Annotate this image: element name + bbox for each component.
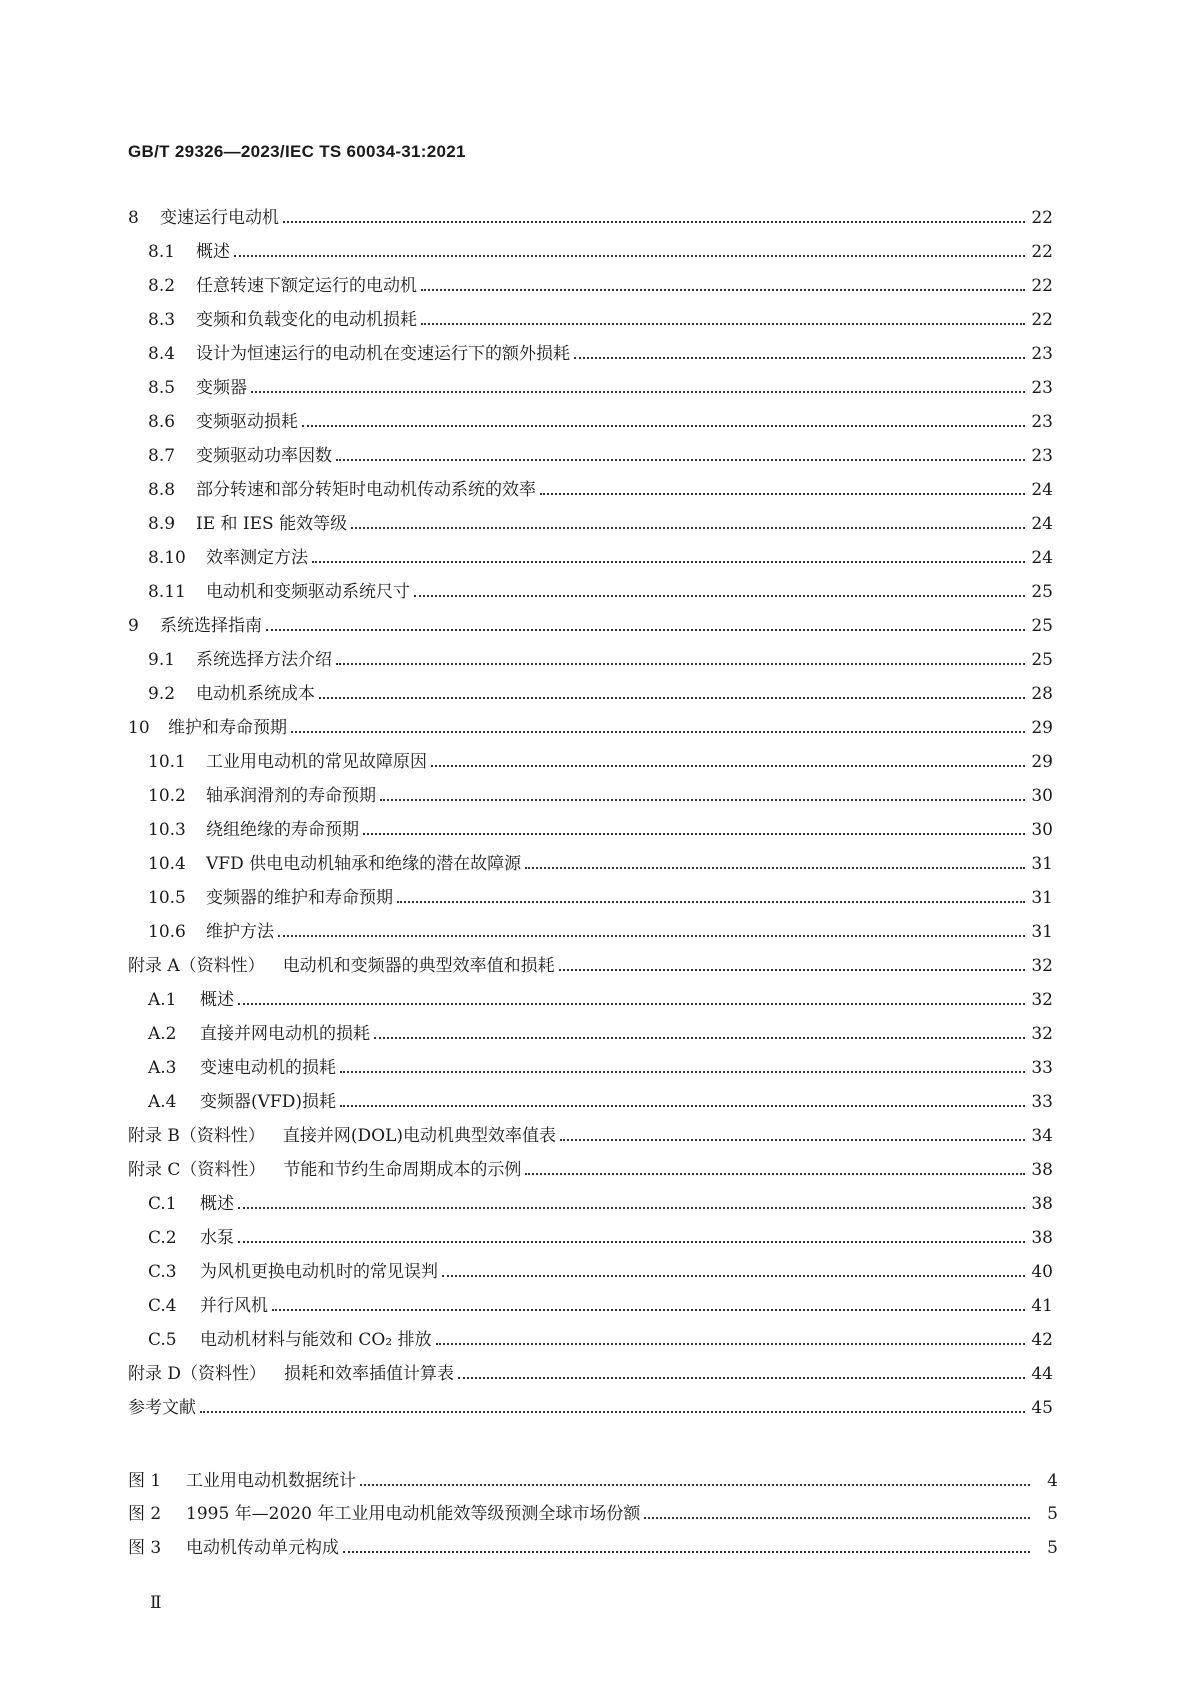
toc-page: 33 <box>1031 1092 1053 1112</box>
toc-number: A.2 <box>148 1024 177 1044</box>
toc-entry[interactable] <box>128 263 1053 297</box>
toc-page: 25 <box>1031 650 1053 670</box>
toc-page: 45 <box>1031 1398 1053 1418</box>
toc-number: 附录 D（资料性） <box>128 1364 267 1384</box>
dot-leader <box>525 1173 1025 1175</box>
toc-title: 轴承润滑剂的寿命预期 <box>206 786 376 806</box>
toc-page: 24 <box>1031 548 1053 568</box>
toc-page: 24 <box>1031 480 1053 500</box>
toc-page: 22 <box>1031 276 1053 296</box>
toc-title: 维护方法 <box>206 922 274 942</box>
toc-number: 10.4 <box>148 854 186 874</box>
toc-entry[interactable] <box>128 1045 1053 1079</box>
toc-page: 38 <box>1031 1194 1053 1214</box>
toc-page: 31 <box>1031 854 1053 874</box>
toc-title: 概述 <box>196 242 230 262</box>
toc-page: 31 <box>1031 922 1053 942</box>
dot-leader <box>302 425 1025 427</box>
figure-number: 图 2 <box>128 1504 162 1524</box>
toc-entry[interactable] <box>128 1317 1053 1351</box>
toc-entry[interactable] <box>128 1385 1053 1419</box>
toc-entry[interactable] <box>128 637 1053 671</box>
toc-entry[interactable] <box>128 739 1053 773</box>
toc-entry[interactable] <box>128 1079 1053 1113</box>
toc-title: 变频和负载变化的电动机损耗 <box>196 310 417 330</box>
toc-page: 38 <box>1031 1160 1053 1180</box>
toc-title: 工业用电动机的常见故障原因 <box>206 752 427 772</box>
toc-number: 10.6 <box>148 922 186 942</box>
toc-page: 22 <box>1031 208 1053 228</box>
dot-leader <box>278 935 1025 937</box>
dot-leader <box>336 459 1025 461</box>
dot-leader <box>283 221 1025 223</box>
dot-leader <box>340 1071 1025 1073</box>
toc-title: 为风机更换电动机时的常见误判 <box>200 1262 438 1282</box>
dot-leader <box>351 527 1025 529</box>
toc-title: 节能和节约生命周期成本的示例 <box>283 1160 522 1180</box>
dot-leader <box>272 1309 1025 1311</box>
toc-title: 电动机材料与能效和 CO₂ 排放 <box>200 1330 432 1350</box>
toc-number: C.5 <box>148 1330 177 1350</box>
toc-number: C.1 <box>148 1194 177 1214</box>
toc-entry[interactable] <box>128 467 1053 501</box>
toc-page: 29 <box>1031 718 1053 738</box>
toc-page: 32 <box>1031 1024 1053 1044</box>
toc-number: 8.3 <box>148 310 176 330</box>
toc-number: 8.6 <box>148 412 176 432</box>
toc-entry[interactable] <box>128 399 1053 433</box>
toc-page: 23 <box>1031 344 1053 364</box>
dot-leader <box>291 731 1025 733</box>
dot-leader <box>234 255 1025 257</box>
toc-number: 8.10 <box>148 548 186 568</box>
toc-title: 绕组绝缘的寿命预期 <box>206 820 359 840</box>
toc-number: 8.9 <box>148 514 176 534</box>
toc-title: 损耗和效率插值计算表 <box>284 1364 455 1384</box>
toc-page: 32 <box>1031 990 1053 1010</box>
toc-number: A.1 <box>148 990 177 1010</box>
toc-entry[interactable] <box>128 433 1053 467</box>
dot-leader <box>319 697 1025 699</box>
toc-number: 8.1 <box>148 242 176 262</box>
dot-leader <box>343 1551 1030 1553</box>
toc-number: 9.2 <box>148 684 176 704</box>
dot-leader <box>525 867 1025 869</box>
dot-leader <box>336 663 1025 665</box>
dot-leader <box>560 1139 1025 1141</box>
toc-title: 变速运行电动机 <box>160 208 279 228</box>
toc-title: 任意转速下额定运行的电动机 <box>196 276 417 296</box>
toc-number: C.4 <box>148 1296 177 1316</box>
toc-entry[interactable] <box>128 535 1053 569</box>
figure-title: 工业用电动机数据统计 <box>186 1470 356 1491</box>
toc-number: 8.2 <box>148 276 176 296</box>
toc-page: 31 <box>1031 888 1053 908</box>
toc-title: 水泵 <box>200 1228 234 1248</box>
toc-number: 9.1 <box>148 650 176 670</box>
toc-entry[interactable] <box>128 705 1053 739</box>
figure-entry[interactable] <box>128 1525 1058 1559</box>
dot-leader <box>238 1241 1025 1243</box>
dot-leader <box>238 1207 1025 1209</box>
toc-entry[interactable] <box>128 943 1053 977</box>
toc-page: 22 <box>1031 310 1053 330</box>
toc-page: 32 <box>1031 956 1053 976</box>
toc-title: 变频器的维护和寿命预期 <box>206 888 393 908</box>
toc-entry[interactable] <box>128 1181 1053 1215</box>
toc-page: 40 <box>1031 1262 1053 1282</box>
toc-entry[interactable] <box>128 1147 1053 1181</box>
toc-entry[interactable] <box>128 773 1053 807</box>
toc-number: A.3 <box>148 1058 177 1078</box>
toc-number: 8.7 <box>148 446 176 466</box>
toc-page: 22 <box>1031 242 1053 262</box>
toc-title: 变频器(VFD)损耗 <box>200 1092 336 1112</box>
toc-page: 25 <box>1031 616 1053 636</box>
toc-number: A.4 <box>148 1092 177 1112</box>
toc-page: 24 <box>1031 514 1053 534</box>
document-header: GB/T 29326—2023/IEC TS 60034-31:2021 <box>128 142 466 161</box>
dot-leader <box>360 1484 1030 1486</box>
toc-number: 8.5 <box>148 378 176 398</box>
toc-entry[interactable] <box>128 1113 1053 1147</box>
toc-title: 系统选择方法介绍 <box>196 650 332 670</box>
toc-entry[interactable] <box>128 1011 1053 1045</box>
toc-entry[interactable] <box>128 1249 1053 1283</box>
dot-leader <box>397 901 1025 903</box>
toc-number: C.2 <box>148 1228 177 1248</box>
toc-entry[interactable] <box>128 671 1053 705</box>
toc-entry[interactable] <box>128 365 1053 399</box>
toc-entry[interactable] <box>128 875 1053 909</box>
figure-title: 1995 年—2020 年工业用电动机能效等级预测全球市场份额 <box>186 1504 641 1524</box>
toc-title: 变频器 <box>196 378 247 398</box>
toc-title: VFD 供电电动机轴承和绝缘的潜在故障源 <box>206 854 522 874</box>
toc-number: 10.5 <box>148 888 186 908</box>
toc-entry[interactable] <box>128 909 1053 943</box>
toc-number: 10.1 <box>148 752 186 772</box>
toc-page: 33 <box>1031 1058 1053 1078</box>
toc-title: 维护和寿命预期 <box>168 718 287 738</box>
figure-number: 图 1 <box>128 1470 162 1491</box>
toc-page: 28 <box>1031 684 1053 704</box>
figure-title: 电动机传动单元构成 <box>186 1537 339 1558</box>
toc-number: C.3 <box>148 1262 177 1282</box>
dot-leader <box>421 289 1025 291</box>
figure-page: 5 <box>1047 1537 1058 1558</box>
toc-page: 23 <box>1031 378 1053 398</box>
toc-entry[interactable] <box>128 229 1053 263</box>
toc-entry[interactable] <box>128 841 1053 875</box>
toc-title: 变频驱动损耗 <box>196 412 298 432</box>
figure-entry[interactable] <box>128 1458 1058 1492</box>
toc-page: 38 <box>1031 1228 1053 1248</box>
figure-page: 4 <box>1047 1470 1058 1491</box>
dot-leader <box>312 561 1025 563</box>
toc-title: 概述 <box>200 990 234 1010</box>
toc-entry[interactable] <box>128 1351 1053 1385</box>
toc-number: 8.11 <box>148 582 186 602</box>
dot-leader <box>266 629 1025 631</box>
dot-leader <box>442 1275 1025 1277</box>
toc-title: 概述 <box>200 1194 234 1214</box>
table-of-contents <box>128 195 1053 1419</box>
dot-leader <box>251 391 1025 393</box>
toc-title: 电动机系统成本 <box>196 684 315 704</box>
dot-leader <box>421 323 1025 325</box>
toc-title: 电动机和变频驱动系统尺寸 <box>206 582 410 602</box>
toc-entry[interactable] <box>128 1283 1053 1317</box>
page-number: Ⅱ <box>150 1593 162 1613</box>
dot-leader <box>431 765 1025 767</box>
figure-entry[interactable] <box>128 1492 1058 1526</box>
toc-number: 9 <box>128 616 139 636</box>
dot-leader <box>458 1377 1025 1379</box>
toc-page: 30 <box>1031 820 1053 840</box>
toc-page: 25 <box>1031 582 1053 602</box>
toc-entry[interactable] <box>128 297 1053 331</box>
toc-entry[interactable] <box>128 807 1053 841</box>
toc-entry[interactable] <box>128 977 1053 1011</box>
toc-page: 23 <box>1031 446 1053 466</box>
toc-entry[interactable] <box>128 331 1053 365</box>
dot-leader <box>200 1411 1025 1413</box>
toc-entry[interactable] <box>128 501 1053 535</box>
dot-leader <box>414 595 1025 597</box>
toc-number: 10.2 <box>148 786 186 806</box>
toc-title: 直接并网电动机的损耗 <box>200 1024 370 1044</box>
dot-leader <box>238 1003 1025 1005</box>
toc-number: 8.8 <box>148 480 176 500</box>
toc-number: 附录 A（资料性） <box>128 956 265 976</box>
toc-title: 变速电动机的损耗 <box>200 1058 336 1078</box>
toc-title: 电动机和变频器的典型效率值和损耗 <box>282 956 555 976</box>
list-of-figures <box>128 1458 1058 1559</box>
toc-title: 系统选择指南 <box>160 616 262 636</box>
figure-number: 图 3 <box>128 1537 162 1558</box>
dot-leader <box>559 969 1025 971</box>
toc-entry[interactable] <box>128 569 1053 603</box>
toc-title: IE 和 IES 能效等级 <box>196 514 348 534</box>
toc-number: 10 <box>128 718 150 738</box>
dot-leader <box>436 1343 1025 1345</box>
dot-leader <box>374 1037 1025 1039</box>
toc-title: 变频驱动功率因数 <box>196 446 332 466</box>
toc-page: 29 <box>1031 752 1053 772</box>
toc-page: 44 <box>1031 1364 1053 1384</box>
toc-number: 附录 C（资料性） <box>128 1160 266 1180</box>
toc-title: 并行风机 <box>200 1296 268 1316</box>
dot-leader <box>574 357 1025 359</box>
toc-page: 41 <box>1031 1296 1053 1316</box>
toc-title: 设计为恒速运行的电动机在变速运行下的额外损耗 <box>196 344 570 364</box>
figure-page: 5 <box>1047 1504 1058 1524</box>
toc-number: 附录 B（资料性） <box>128 1126 265 1146</box>
dot-leader <box>644 1517 1030 1519</box>
toc-page: 23 <box>1031 412 1053 432</box>
toc-title: 效率测定方法 <box>206 548 308 568</box>
toc-entry[interactable] <box>128 195 1053 229</box>
toc-number: 8.4 <box>148 344 176 364</box>
toc-page: 30 <box>1031 786 1053 806</box>
toc-entry[interactable] <box>128 603 1053 637</box>
toc-entry[interactable] <box>128 1215 1053 1249</box>
toc-title: 部分转速和部分转矩时电动机传动系统的效率 <box>196 480 536 500</box>
dot-leader <box>540 493 1025 495</box>
toc-page: 42 <box>1031 1330 1053 1350</box>
toc-number: 10.3 <box>148 820 186 840</box>
dot-leader <box>380 799 1025 801</box>
toc-title: 直接并网(DOL)电动机典型效率值表 <box>282 1126 557 1146</box>
toc-number: 8 <box>128 208 139 228</box>
toc-title: 参考文献 <box>128 1398 196 1418</box>
dot-leader <box>340 1105 1025 1107</box>
toc-page: 34 <box>1031 1126 1053 1146</box>
dot-leader <box>363 833 1025 835</box>
